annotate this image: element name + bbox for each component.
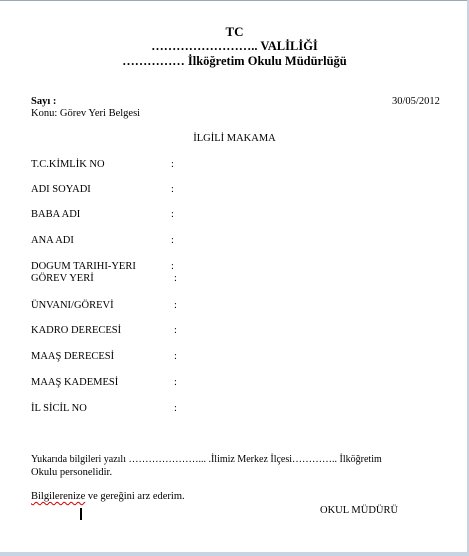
text-cursor <box>80 508 82 520</box>
field-label-ana-adi: ANA ADI <box>31 235 74 246</box>
field-label-sicil: İL SİCİL NO <box>31 403 87 414</box>
field-label-maas-derece: MAAŞ DERECESİ <box>31 351 115 362</box>
field-label-maas-kademe: MAAŞ KADEMESİ <box>31 377 119 388</box>
field-label-baba-adi: BABA ADI <box>31 209 81 220</box>
header-school-directorate: …………… İlköğretim Okulu Müdürlüğü <box>122 54 347 68</box>
field-label-kadro: KADRO DERECESİ <box>31 325 122 336</box>
top-border <box>0 0 469 1</box>
field-colon: : <box>171 261 174 272</box>
header-tc: TC <box>225 24 244 39</box>
body-line-2: Okulu personelidir. <box>31 467 113 478</box>
body-line-1: Yukarıda bilgileri yazılı …………………... .İlimiz Merkez İlçesi………….. İlköğretim <box>31 454 382 465</box>
field-colon: : <box>171 235 174 246</box>
field-colon: : <box>174 273 177 284</box>
closing-line <box>31 491 185 502</box>
field-label-adi-soyadi: ADI SOYADI <box>31 184 91 195</box>
field-colon: : <box>174 403 177 414</box>
sayi-label: Sayı : <box>31 96 57 107</box>
field-colon: : <box>171 159 174 170</box>
field-colon: : <box>171 184 174 195</box>
field-colon: : <box>174 351 177 362</box>
field-label-unvani: ÜNVANI/GÖREVİ <box>31 300 114 311</box>
document-date: 30/05/2012 <box>392 96 440 107</box>
konu-line: Konu: Görev Yeri Belgesi <box>31 108 141 119</box>
addressee: İLGİLİ MAKAMA <box>193 133 276 144</box>
closing-rest: ve gereğini arz ederim. <box>85 491 185 502</box>
field-label-gorev-yeri: GÖREV YERİ <box>31 273 94 284</box>
misspelled-word: Bilgilerenize <box>31 491 86 502</box>
field-colon: : <box>174 377 177 388</box>
field-label-dogum: DOGUM TARIHI-YERI <box>31 261 136 272</box>
field-label-tc-kimlik: T.C.KİMLİK NO <box>31 159 105 170</box>
bottom-scroll-band <box>0 552 469 556</box>
field-colon: : <box>174 300 177 311</box>
field-colon: : <box>174 325 177 336</box>
header-valiligi: …………………….. VALİLİĞİ <box>151 39 318 53</box>
signature-title: OKUL MÜDÜRÜ <box>320 505 399 516</box>
field-colon: : <box>171 209 174 220</box>
